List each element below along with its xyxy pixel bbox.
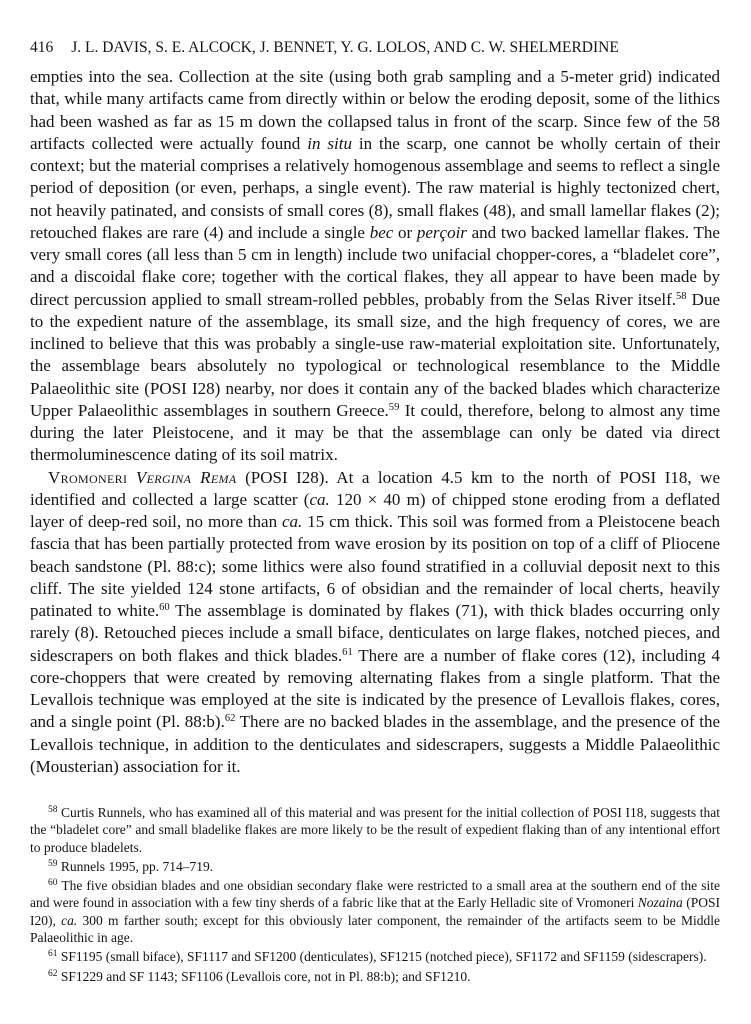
- footnote-61: [30, 948, 720, 965]
- text-run: There are a number of flake cores (12), including 4 core-choppers that were created by removing alternating flakes from a single platform. That the Levallois technique was employed at the site is indicated by the presence of Levallois flakes, cores, and a single point (Pl. 88:b).: [30, 645, 720, 732]
- text-run: or: [393, 222, 417, 242]
- site-name-italic: Vergina Rema: [135, 467, 237, 487]
- text-run: Due to the expedient nature of the assemblage, its small size, and the high frequency of cores, we are inclined to believe that this was probably a single-use raw-material exploitation site. Unfortunately, the assemblage bears absolutely no typological or technological resemblance to the Middle Palaeolithic site (POSI I28) nearby, nor does it contain any of the backed blades which characterize Upper Palaeolithic assemblages in southern Greece.: [30, 289, 720, 420]
- footnotes: [30, 804, 720, 985]
- text-run: It could, therefore, belong to almost any time during the later Pleistocene, and it may be that the assemblage can only be dated via direct thermoluminescence dating of its soil matrix.: [30, 400, 721, 465]
- italic-term: ca.: [309, 489, 330, 509]
- text-run: (POSI I28). At a location 4.5 km to the north of POSI I18, we identified and collected a large scatter (: [30, 467, 720, 509]
- paragraph-posi-i28: [30, 467, 720, 779]
- footnote-number: 58: [48, 804, 58, 815]
- text-run: There are no backed blades in the assemblage, and the presence of the Levallois technique, in addition to the denticulates and sidescrapers, suggests a Middle Palaeolithic (Mousterian) association for it.: [30, 712, 720, 776]
- italic-term: ca.: [61, 912, 78, 928]
- footnote-text: Curtis Runnels, who has examined all of this material and was present for the initial collection of POSI I18, suggests that the “bladelet core” and small bladelike flakes are more likely to be the result of expedient flaking than of any intentional effort to produce bladelets.: [30, 805, 720, 855]
- footnote-text: The five obsidian blades and one obsidian secondary flake were restricted to a small area at the southern end of the site and were found in association with a few tiny sherds of a fabric like that at the Early Helladic site of Vromoneri: [30, 878, 720, 911]
- footnote-ref-58[interactable]: 58: [676, 290, 687, 302]
- site-name: Vromoneri: [48, 467, 128, 487]
- author-line: J. L. DAVIS, S. E. ALCOCK, J. BENNET, Y. G. LOLOS, AND C. W. SHELMERDINE: [71, 39, 619, 56]
- italic-term: Nozaina: [637, 895, 683, 911]
- footnote-number: 62: [48, 968, 58, 979]
- footnote-text: SF1195 (small biface), SF1117 and SF1200 (denticulates), SF1215 (notched piece), SF1172 and SF1159 (sidescrapers).: [57, 949, 707, 965]
- italic-term: in situ: [307, 133, 352, 153]
- italic-term: bec: [369, 222, 394, 242]
- paragraph-posi-i18: [30, 66, 720, 467]
- text-run: in the scarp, one cannot be wholly certain of their context; but the material comprises a relatively homogenous assemblage and seems to reflect a single period of deposition (or even, perhaps, a single event). The raw material is highly tectonized chert, not heavily patinated, and consists of small cores (8), small flakes (48), and small lamellar flakes (2); retouched flakes are rare (4) and include a single: [30, 133, 721, 242]
- footnote-ref-59[interactable]: 59: [388, 401, 400, 413]
- text-run: 15 cm thick. This soil was formed from a Pleistocene beach fascia that has been partially protected from wave erosion by its position on top of a cliff of Pliocene beach sandstone (Pl. 88:c); some lithics were also found stratified in a colluvial deposit next to this cliff. The site yielded 124 stone artifacts, 6 of obsidian and the remainder of local cherts, heavily patinated to white.: [30, 512, 720, 620]
- footnote-ref-62[interactable]: 62: [224, 713, 236, 725]
- footnote-ref-60[interactable]: 60: [159, 602, 170, 614]
- italic-term: ca.: [282, 512, 303, 531]
- text-run: The assemblage is dominated by flakes (71), with thick blades occurring only rarely (8). Retouched pieces include a small biface, denticulates on large flakes, notched pieces, and sidescrapers on both flakes and thick blades.: [30, 601, 720, 665]
- footnote-58: [30, 804, 720, 856]
- footnote-59: [30, 858, 720, 875]
- journal-page: [30, 38, 720, 987]
- footnote-text: (POSI I20),: [30, 895, 720, 928]
- text-run: 120 × 40 m) of chipped stone eroding from a deflated layer of deep-red soil, no more than: [30, 489, 720, 531]
- footnote-number: 60: [48, 878, 58, 888]
- footnote-number: 61: [48, 949, 58, 960]
- page-number: 416: [30, 39, 54, 56]
- footnote-text: SF1229 and SF 1143; SF1106 (Levallois core, not in Pl. 88:b); and SF1210.: [57, 968, 471, 984]
- footnote-60: [30, 877, 720, 946]
- footnote-text: 300 m farther south; except for this obviously later component, the remainder of the artifacts seem to be Middle Palaeolithic in age.: [30, 912, 720, 946]
- text-run: and two backed lamellar flakes. The very small cores (all less than 5 cm in length) include two unifacial chopper-cores, a “bladelet core”, and a discoidal flake core; together with the cortical flakes, they all appear to have been made by direct percussion applied to small stream-rolled pebbles, probably from the Selas River itself.: [30, 222, 720, 309]
- footnote-text: Runnels 1995, pp. 714–719.: [57, 858, 214, 874]
- italic-term: perçoir: [416, 222, 467, 242]
- footnote-ref-61[interactable]: 61: [342, 646, 353, 658]
- running-head: [30, 38, 720, 58]
- footnote-number: 59: [48, 858, 58, 869]
- body-text: [30, 66, 720, 778]
- text-run: empties into the sea. Collection at the site (using both grab sampling and a 5-meter grid) indicated that, while many artifacts came from directly within or below the eroding deposit, some of the lithics had been washed as far as 15 m down the collapsed talus in front of the scarp. Since few of the 58 artifacts collected were actually found: [30, 67, 720, 153]
- footnote-62: [30, 968, 720, 985]
